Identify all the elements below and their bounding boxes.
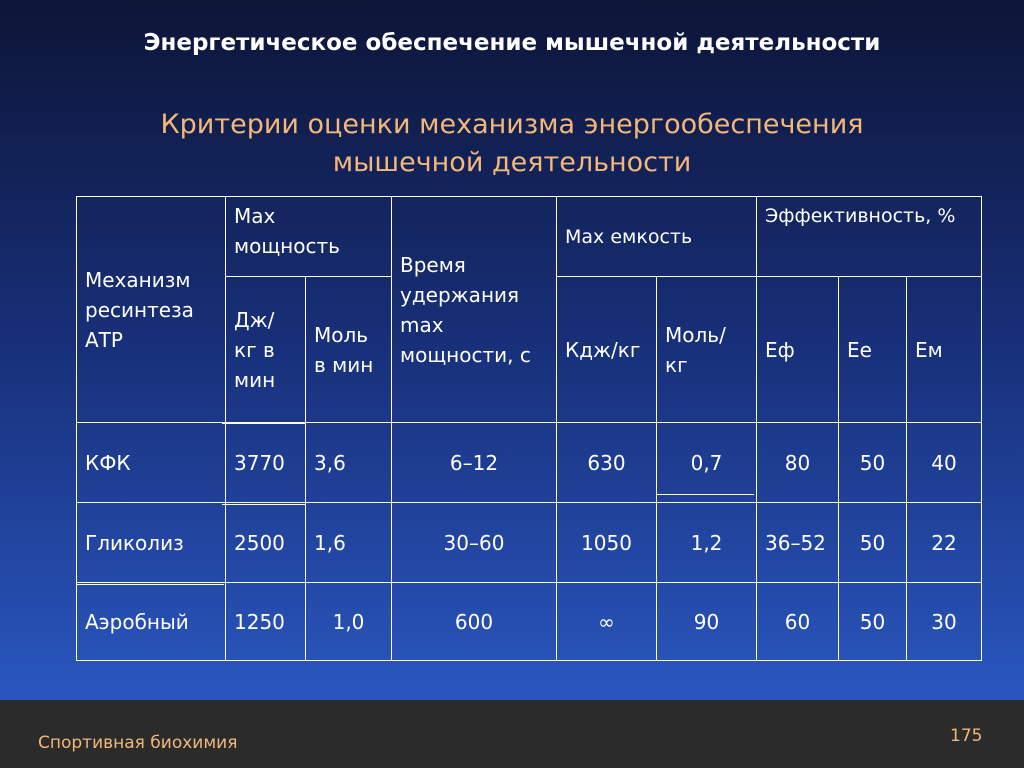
row-capacity-kj: 1050	[557, 503, 657, 583]
row-eff-em: 40	[907, 423, 982, 503]
row-time: 6–12	[392, 423, 557, 503]
subtitle-line-2: мышечной деятельности	[332, 147, 692, 178]
row-capacity-mol: 1,2	[657, 503, 757, 583]
header-eff-em: Ем	[907, 277, 982, 423]
header-hold-time: Время удержания max мощности, с	[392, 197, 557, 423]
row-eff-em: 30	[907, 583, 982, 661]
decorative-line	[222, 504, 306, 505]
header-mechanism: Механизм ресинтеза АТР	[77, 197, 226, 423]
header-eff-ef: Еф	[757, 277, 839, 423]
header-max-power: Max мощность	[226, 197, 392, 277]
row-power-j: 2500	[226, 503, 306, 583]
row-capacity-kj: 630	[557, 423, 657, 503]
row-name: Гликолиз	[77, 503, 226, 583]
header-capacity-mol: Моль/ кг	[657, 277, 757, 423]
table-row	[77, 423, 982, 503]
row-name: КФК	[77, 423, 226, 503]
decorative-line	[76, 584, 224, 585]
row-eff-em: 22	[907, 503, 982, 583]
page-title: Энергетическое обеспечение мышечной деятельности	[143, 30, 881, 56]
row-capacity-kj: ∞	[557, 583, 657, 661]
subtitle-line-1: Критерии оценки механизма энергообеспечения	[160, 109, 864, 140]
header-power-j: Дж/ кг в мин	[226, 277, 306, 423]
header-efficiency: Эффективность, %	[757, 197, 982, 277]
row-eff-ef: 80	[757, 423, 839, 503]
page-number: 175	[950, 726, 983, 746]
row-power-mol: 1,0	[306, 583, 392, 661]
row-capacity-mol: 90	[657, 583, 757, 661]
row-power-j: 1250	[226, 583, 306, 661]
table-row	[77, 503, 982, 583]
decorative-line	[656, 494, 754, 495]
header-row-1	[77, 197, 982, 277]
row-time: 600	[392, 583, 557, 661]
header-eff-ee: Ее	[839, 277, 907, 423]
row-eff-ee: 50	[839, 503, 907, 583]
row-eff-ef: 36–52	[757, 503, 839, 583]
row-time: 30–60	[392, 503, 557, 583]
row-power-mol: 1,6	[306, 503, 392, 583]
criteria-table	[76, 196, 982, 661]
row-capacity-mol: 0,7	[657, 423, 757, 503]
header-capacity-kj: Кдж/кг	[557, 277, 657, 423]
header-power-mol: Моль в мин	[306, 277, 392, 423]
header-max-capacity: Max емкость	[557, 197, 757, 277]
row-eff-ef: 60	[757, 583, 839, 661]
decorative-line	[222, 423, 306, 424]
table-row	[77, 583, 982, 661]
row-eff-ee: 50	[839, 423, 907, 503]
row-power-j: 3770	[226, 423, 306, 503]
row-power-mol: 3,6	[306, 423, 392, 503]
subtitle	[0, 106, 1024, 182]
row-eff-ee: 50	[839, 583, 907, 661]
row-name: Аэробный	[77, 583, 226, 661]
footer-course-title: Спортивная биохимия	[38, 733, 238, 753]
